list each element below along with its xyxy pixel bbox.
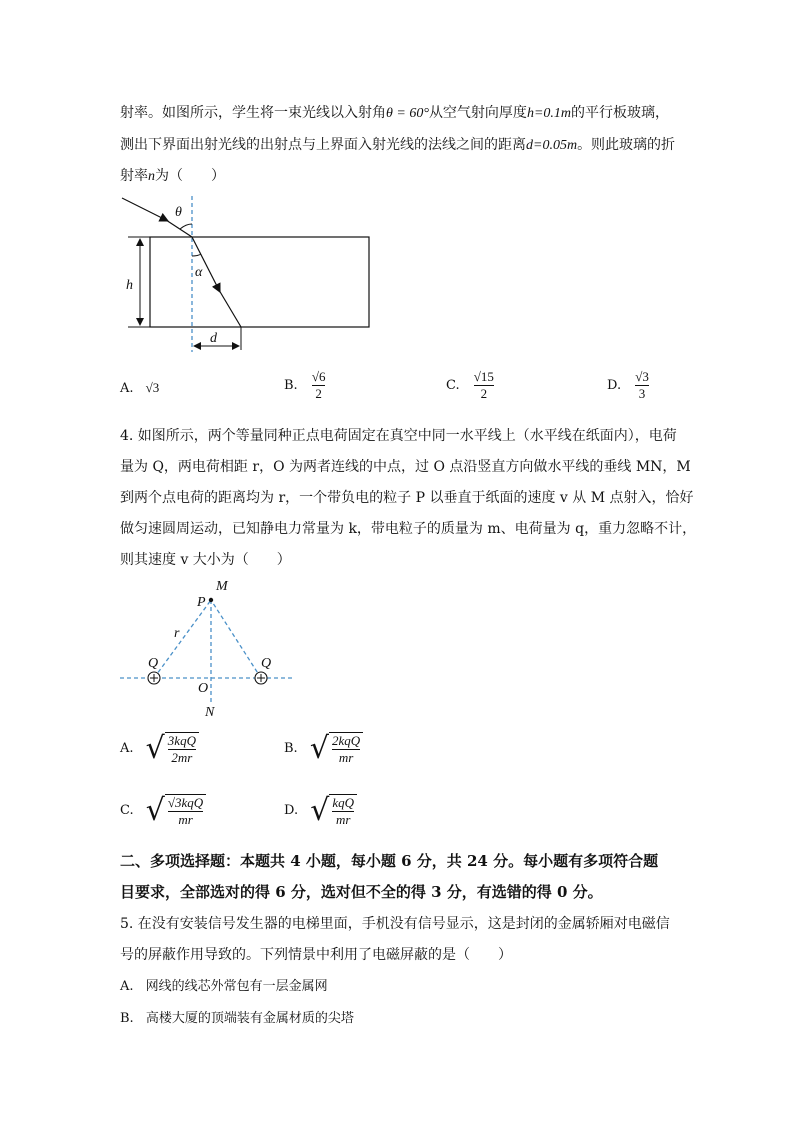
q3-text: 从空气射向厚度 (428, 105, 527, 121)
option-numerator: √15 (473, 369, 494, 384)
r-label: r (174, 626, 180, 641)
option-numerator: 2kqQ (331, 732, 361, 748)
option-label: B. (120, 1011, 134, 1026)
sqrt-icon: √ (145, 731, 165, 766)
option-denominator: 2mr (171, 749, 193, 765)
q3-text: 的平行板玻璃， (571, 105, 669, 121)
left-charge-icon (148, 672, 160, 684)
q4-line-4: 做匀速圆周运动，已知静电力常量为 k，带电粒子的质量为 m、电荷量为 q，重力忽略不计， (120, 521, 697, 537)
right-distance-line (211, 600, 261, 678)
option-label: A. (120, 381, 134, 396)
q3-text: 射率。如图所示，学生将一束光线以入射角 (120, 105, 386, 121)
option-numerator: √3kqQ (167, 794, 204, 810)
q5-line-1: 5. 在没有安装信号发生器的电梯里面，手机没有信号显示，这是封闭的金属轿厢对电磁信 (120, 916, 670, 932)
option-label: D. (607, 378, 622, 393)
q5-line-2: 号的屏蔽作用导致的。下列情景中利用了电磁屏蔽的是（ ） (120, 947, 512, 963)
option-denominator: 3 (638, 386, 646, 401)
q3-text: 射率 (120, 168, 148, 184)
option-label: C. (120, 803, 134, 818)
q-right-label: Q (261, 656, 272, 671)
q4-option-a[interactable] (120, 731, 199, 766)
q4-option-c[interactable] (120, 793, 206, 828)
alpha-label: α (195, 265, 203, 280)
right-charge-icon (255, 672, 267, 684)
sqrt-icon: √ (310, 793, 330, 828)
particle-p (209, 598, 213, 602)
q4-option-b[interactable] (284, 731, 363, 766)
left-distance-line (154, 600, 211, 678)
n-label: N (205, 705, 215, 720)
theta-label: θ (175, 205, 182, 220)
option-text: 网线的线芯外常包有一层金属网 (145, 979, 328, 994)
n-variable: n (148, 169, 155, 184)
d-value: d=0.05m (526, 138, 578, 153)
q4-option-d[interactable] (284, 793, 357, 828)
option-label: B. (284, 378, 298, 393)
option-denominator: 2 (315, 386, 322, 401)
option-text: 高楼大厦的顶端装有金属材质的尖塔 (145, 1011, 354, 1026)
option-numerator: 3kqQ (167, 732, 196, 748)
option-label: B. (284, 741, 298, 756)
q3-text: 。则此玻璃的折 (577, 137, 676, 153)
option-numerator: √6 (311, 369, 326, 384)
q4-line-3: 到两个点电荷的距离均为 r，一个带负电的粒子 P 以垂直于纸面的速度 v 从 M 点射入，恰好 (120, 490, 694, 506)
option-label: A. (120, 979, 134, 994)
h-value: h=0.1m (526, 106, 571, 121)
d-label: d (210, 331, 217, 346)
p-label: P (197, 595, 206, 610)
q3-text: 测出下界面出射光线的出射点与上界面入射光线的法线之间的距离 (120, 137, 526, 153)
sqrt-icon: √ (309, 731, 329, 766)
q-left-label: Q (148, 656, 159, 671)
theta-value: θ = 60° (386, 106, 429, 121)
option-denominator: 2 (480, 386, 488, 401)
q3-text: 为（ ） (155, 168, 225, 184)
o-label: O (198, 681, 209, 696)
option-numerator: √3 (635, 369, 649, 384)
sqrt-icon: √ (145, 793, 165, 828)
option-denominator: mr (338, 749, 354, 765)
m-label: M (216, 579, 228, 594)
section-2-heading-line-1: 二、多项选择题：本题共 4 小题，每小题 6 分，共 24 分。每小题有多项符合题 (120, 852, 659, 870)
q4-line-5: 则其速度 v 大小为（ ） (120, 552, 291, 568)
q4-line-1: 4. 如图所示，两个等量同种正点电荷固定在真空中同一水平线上（水平线在纸面内），电荷 (120, 428, 677, 444)
option-numerator: kqQ (332, 794, 355, 810)
option-label: A. (120, 741, 134, 756)
section-2-heading-line-2: 目要求，全部选对的得 6 分，选对但不全的得 3 分，有选错的得 0 分。 (120, 883, 603, 901)
q4-line-2: 量为 Q，两电荷相距 r，O 为两者连线的中点，过 O 点沿竖直方向做水平线的垂线 MN，M (120, 459, 691, 475)
option-label: C. (446, 378, 460, 393)
option-label: D. (284, 803, 299, 818)
option-denominator: mr (335, 811, 351, 827)
h-label: h (126, 278, 133, 293)
option-denominator: mr (178, 811, 193, 827)
option-expr: √3 (145, 380, 160, 395)
q5-option-b[interactable] (120, 1009, 354, 1029)
q5-option-a[interactable] (120, 977, 328, 997)
